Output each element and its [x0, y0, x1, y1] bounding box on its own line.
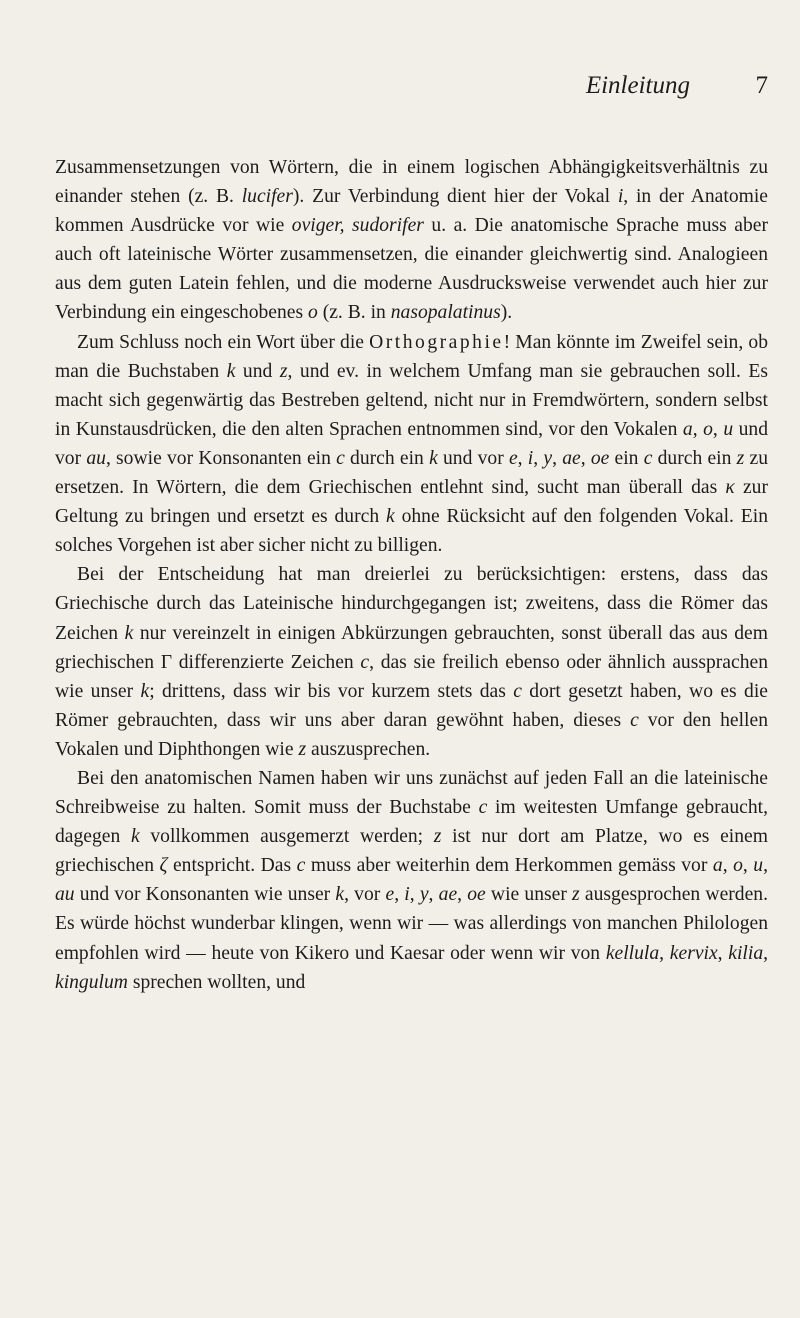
- text-run: auszusprechen.: [306, 738, 431, 760]
- italic-term: k: [335, 884, 345, 906]
- italic-term: c: [643, 447, 653, 469]
- text-run: vollkommen ausgemerzt werden;: [139, 826, 434, 848]
- paragraph-4: [55, 764, 768, 997]
- italic-term: c: [513, 680, 522, 702]
- text-run: ohne Rücksicht auf den folgenden Vokal. Ein solches Vorgehen ist aber sicher nicht zu billigen.: [55, 506, 768, 557]
- text-run: und vor Konsonanten wie unser: [74, 884, 336, 906]
- text-run: ,: [717, 942, 729, 964]
- text-run: , vor: [344, 884, 386, 906]
- italic-term: au: [55, 884, 75, 906]
- italic-term: kervix: [669, 942, 718, 964]
- italic-term: o: [703, 418, 713, 440]
- italic-term: k: [130, 826, 140, 848]
- text-run: ist nur dort am Platze, wo es einem griechischen: [55, 826, 768, 877]
- text-run: , in der Anatomie kommen Ausdrücke vor wie: [55, 186, 768, 237]
- text-run: durch ein: [344, 447, 430, 469]
- italic-term: lucifer: [241, 186, 293, 208]
- page-number: 7: [755, 72, 768, 99]
- italic-term: oviger, sudorifer: [291, 215, 424, 237]
- italic-term: e: [508, 447, 518, 469]
- text-run: , und ev. in welchem Umfang man sie gebrauchen soll. Es macht sich gegenwärtig das Bestreben geltend, nicht nur in Fremdwörtern, sondern selbst in Kunstausdrücken, die den alten Sprachen entnommen sind, vor den Vokalen: [55, 360, 768, 440]
- text-run: ). Zur Verbindung dient hier der Vokal: [292, 186, 618, 208]
- italic-term: e: [385, 884, 395, 906]
- text-run: ein: [609, 447, 644, 469]
- text-run: ; drittens, dass wir bis vor kurzem stets das: [149, 680, 514, 702]
- italic-term: k: [226, 360, 236, 382]
- running-title: Einleitung: [585, 72, 690, 99]
- italic-term: c: [478, 797, 488, 819]
- italic-term: k: [429, 447, 438, 469]
- text-run: ! Man könnte im Zweifel sein, ob man die Buchstaben: [55, 331, 768, 382]
- italic-term: c: [630, 709, 639, 731]
- italic-term: z: [736, 447, 745, 469]
- italic-term: c: [360, 651, 370, 673]
- italic-term: k: [124, 622, 134, 644]
- text-run: Zum Schluss noch ein Wort über die: [77, 331, 370, 353]
- text-run: , das sie freilich ebenso oder ähnlich aussprachen wie unser: [55, 651, 768, 702]
- italic-term: a: [712, 855, 723, 877]
- italic-term: ae: [562, 447, 581, 469]
- italic-term: kilia: [728, 942, 764, 964]
- italic-term: ζ: [159, 855, 168, 877]
- text-run: nur vereinzelt in einigen Abkürzungen gebrauchten, sonst überall das aus dem griechischen Γ differenzierte Zeichen: [55, 622, 768, 673]
- italic-term: ae: [438, 884, 458, 906]
- italic-term: oe: [467, 884, 486, 906]
- text-run: ,: [552, 447, 563, 469]
- italic-term: nasopalatinus: [390, 302, 501, 324]
- text-run: im weitesten Umfange gebraucht, dagegen: [55, 797, 768, 848]
- italic-term: o: [733, 855, 743, 877]
- paragraph-2: [55, 328, 768, 561]
- italic-term: i: [404, 884, 410, 906]
- italic-term: u: [723, 418, 734, 440]
- text-run: sprechen wollten, und: [127, 971, 306, 993]
- italic-term: y: [543, 447, 553, 469]
- page-header: [0, 72, 800, 108]
- italic-term: a: [682, 418, 693, 440]
- italic-term: z: [572, 884, 580, 906]
- body-text: [55, 153, 768, 997]
- text-run: ,: [428, 884, 439, 906]
- text-run: Bei der Entscheidung hat man dreierlei zu berücksichtigen: erstens, dass das Griechische durch das Lateinische hindurchgegangen ist; zweitens, dass die Römer das Zeichen: [55, 564, 768, 644]
- italic-term: c: [336, 447, 345, 469]
- text-run: und: [235, 360, 280, 382]
- italic-term: o: [308, 302, 318, 324]
- paragraph-3: [55, 560, 768, 764]
- text-run: ausgesprochen werden. Es würde höchst wunderbar klingen, wenn wir — was allerdings von manchen Philologen empfohlen wird — heute von Kikero und Kaesar oder wenn wir von: [55, 884, 768, 964]
- text-run: ,: [742, 855, 754, 877]
- text-run: ,: [457, 884, 468, 906]
- text-run: Zusammensetzungen von Wörtern, die in einem logischen Abhängigkeitsverhältnis zu einander stehen (z. B.: [55, 157, 768, 208]
- text-run: entspricht. Das: [167, 855, 297, 877]
- text-run: ,: [659, 942, 670, 964]
- text-run: ,: [712, 418, 724, 440]
- italic-term: kingulum: [55, 971, 128, 993]
- text-run: (z. B. in: [317, 302, 391, 324]
- text-run: wie unser: [485, 884, 573, 906]
- text-run: ,: [394, 884, 405, 906]
- text-run: und vor: [437, 447, 509, 469]
- italic-term: kellula: [605, 942, 660, 964]
- text-run: ,: [763, 855, 768, 877]
- text-run: ).: [500, 302, 513, 324]
- text-run: ,: [409, 884, 420, 906]
- text-run: u. a. Die anatomische Sprache muss aber auch oft lateinische Wörter zusammensetzen, die einander gleichwertig sind. Analogieen aus dem guten Latein fehlen, und die moderne Ausdrucksweise verwendet auch hier zur Verbindung ein eingeschobenes: [55, 215, 768, 324]
- text-run: vor den hellen Vokalen und Diphthongen wie: [55, 709, 768, 760]
- text-run: , sowie vor Konsonanten ein: [105, 447, 337, 469]
- italic-term: u: [753, 855, 764, 877]
- italic-term: i: [617, 186, 624, 208]
- text-run: ,: [533, 447, 544, 469]
- italic-term: c: [296, 855, 306, 877]
- italic-term: k: [140, 680, 150, 702]
- text-run: zur Geltung zu bringen und ersetzt es durch: [55, 477, 769, 528]
- italic-term: z: [433, 826, 442, 848]
- paragraph-1: [55, 153, 768, 328]
- italic-term: oe: [590, 447, 610, 469]
- text-run: ,: [763, 942, 769, 964]
- text-run: muss aber weiterhin dem Herkommen gemäss vor: [305, 855, 713, 877]
- italic-term: κ: [725, 477, 735, 499]
- text-run: Bei den anatomischen Namen haben wir uns zunächst auf jeden Fall an die lateinische Schreibweise zu halten. Somit muss der Buchstabe: [55, 767, 768, 819]
- text-run: zu ersetzen. In Wörtern, die dem Griechischen entlehnt sind, sucht man überall das: [55, 447, 768, 499]
- text-run: ,: [517, 447, 528, 469]
- italic-term: au: [86, 447, 106, 469]
- italic-term: k: [386, 506, 395, 528]
- text-run: dort gesetzt haben, wo es die Römer gebrauchten, dass wir uns aber daran gewöhnt haben, dieses: [55, 680, 768, 731]
- italic-term: y: [419, 884, 429, 906]
- text-run: ,: [580, 447, 591, 469]
- text-run: durch ein: [652, 447, 737, 469]
- text-run: und vor: [55, 418, 769, 469]
- italic-term: z: [279, 360, 288, 382]
- italic-term: i: [527, 447, 534, 469]
- text-run: ,: [692, 418, 704, 440]
- spaced-emphasis: Orthographie: [369, 331, 504, 353]
- italic-term: z: [298, 738, 307, 760]
- text-run: ,: [722, 855, 734, 877]
